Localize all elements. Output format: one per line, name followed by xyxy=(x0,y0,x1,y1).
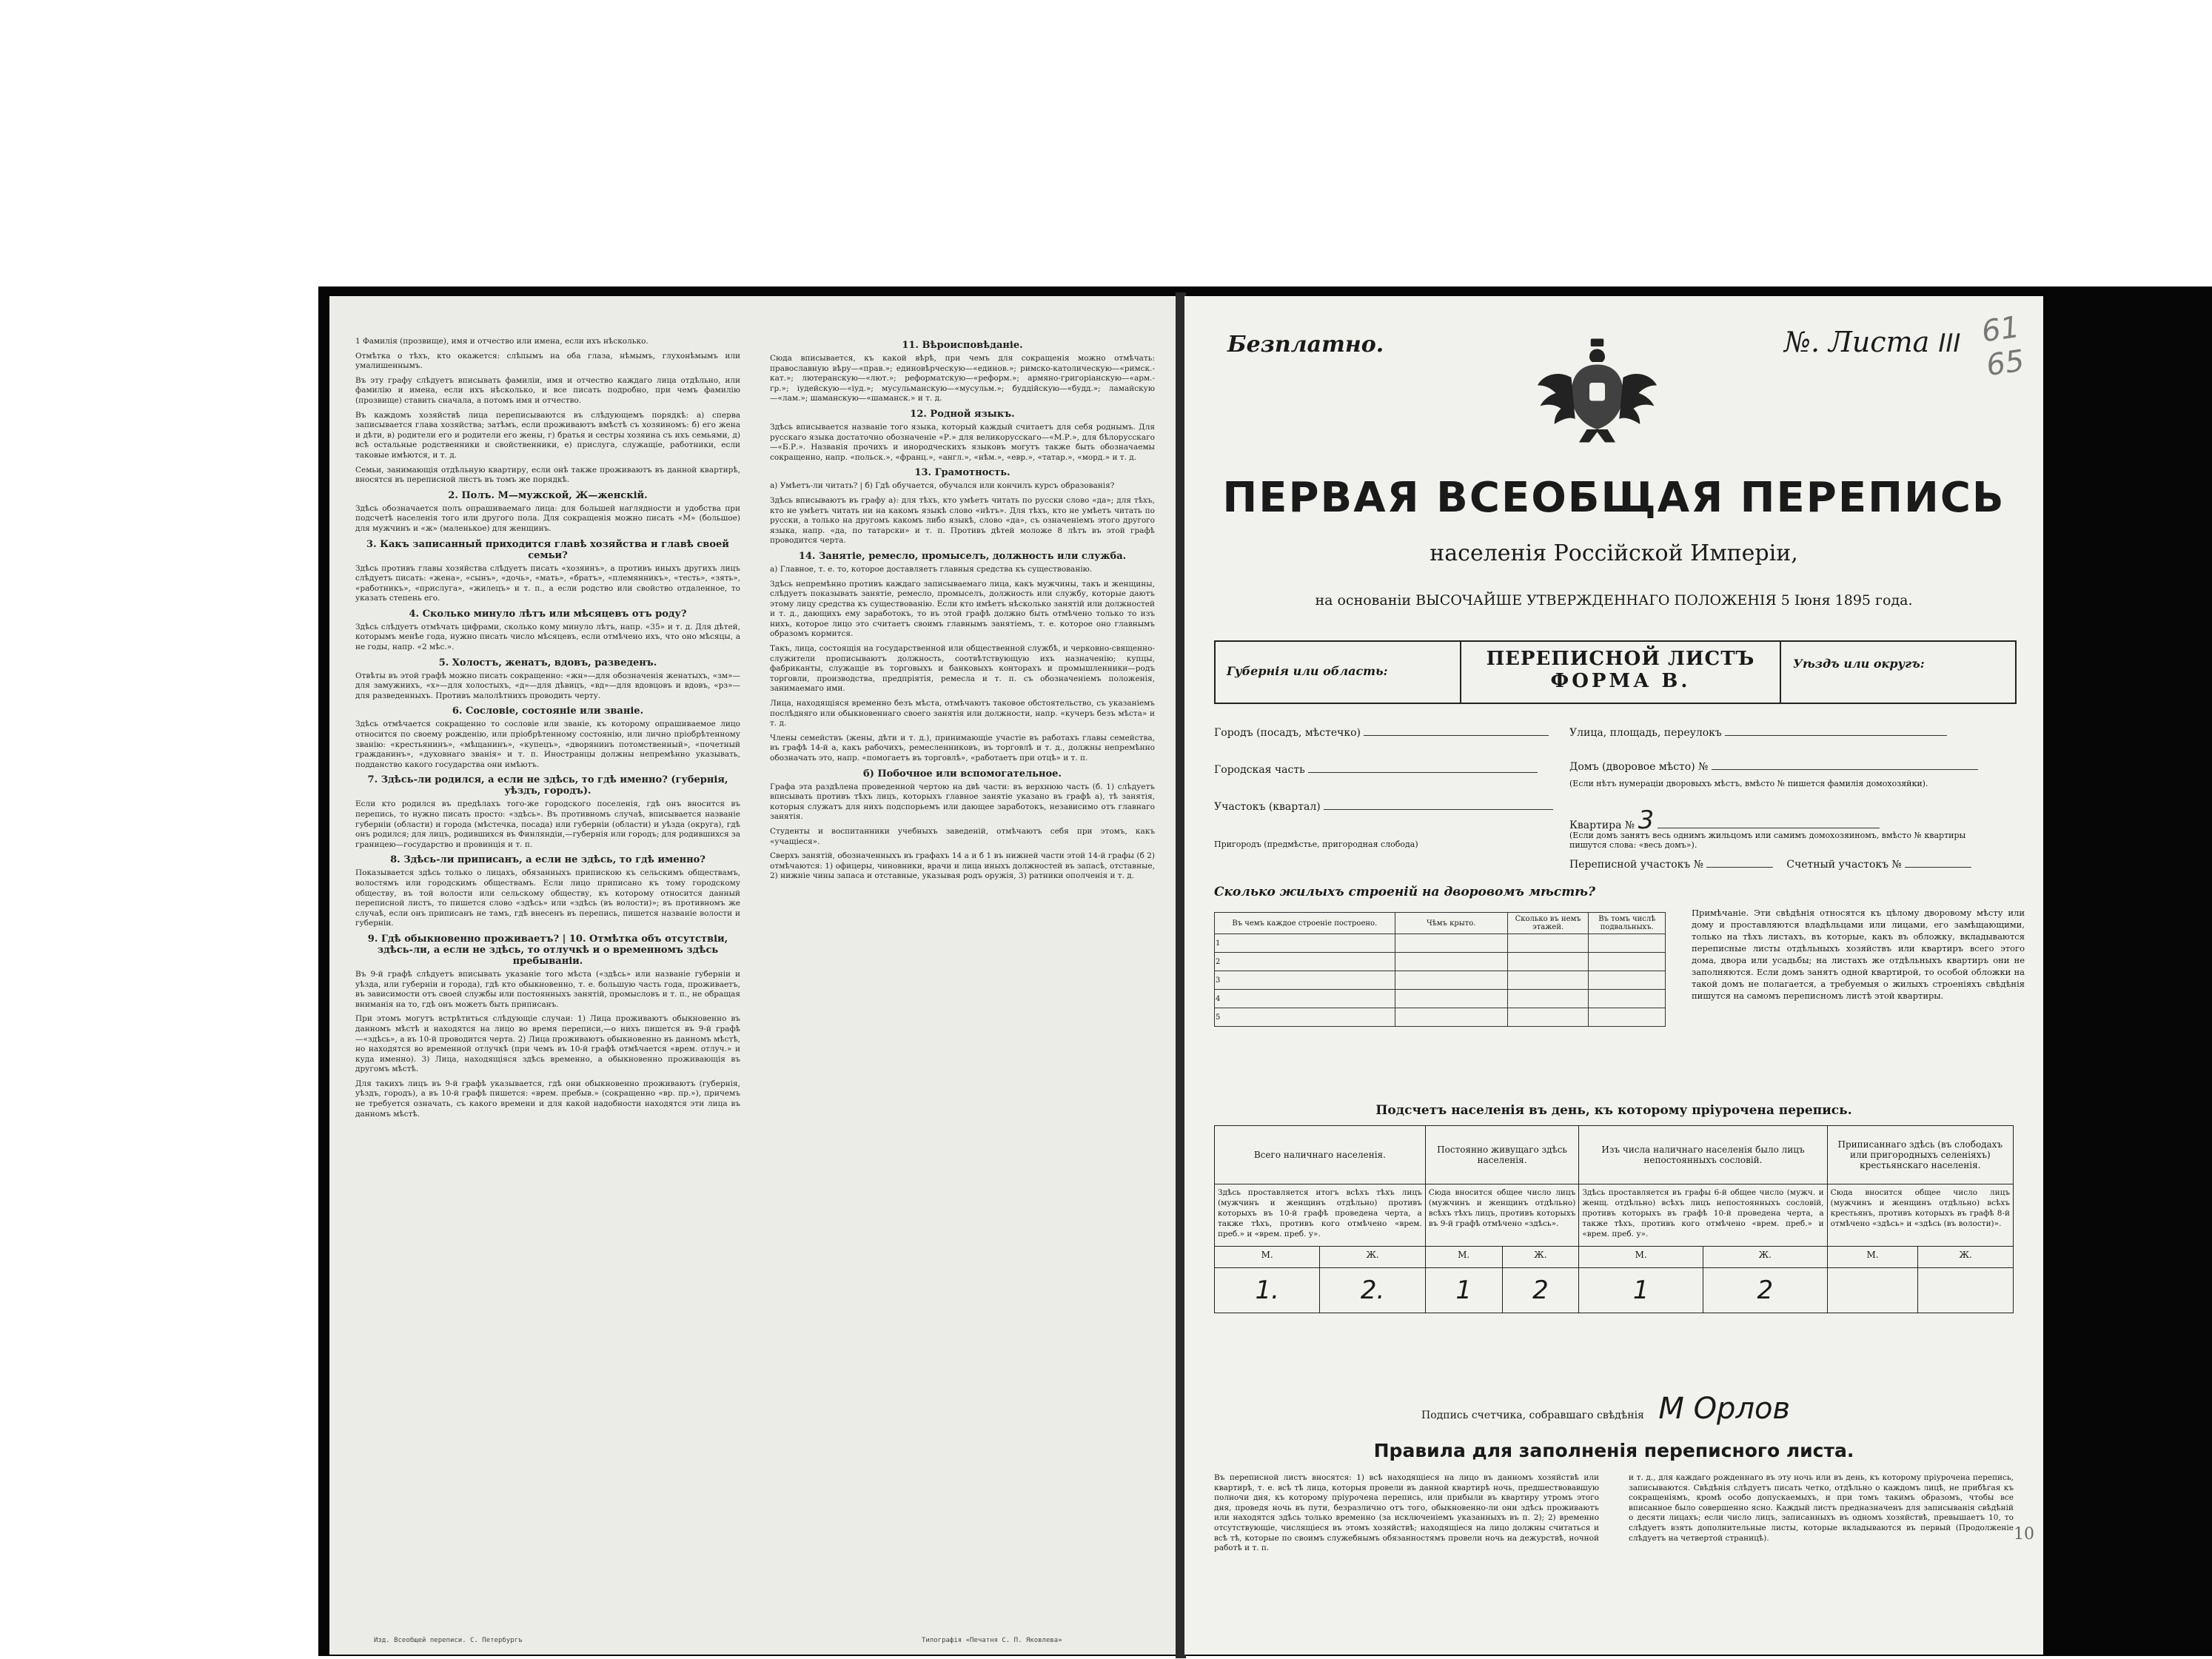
census-district-field: Переписной участокъ № Счетный участокъ № xyxy=(1569,859,1971,871)
table-row: 1 xyxy=(1215,934,1666,953)
count-col-nonpermanent: Изъ числа наличнаго населенія было лицъ непостоянныхъ сословій. xyxy=(1579,1126,1827,1184)
section-heading: 14. Занятіе, ремесло, промыселъ, должность или служба. xyxy=(798,550,1127,562)
section-heading: 13. Грамотность. xyxy=(914,467,1011,479)
count-value: 2 xyxy=(1703,1268,1827,1313)
table-row: 4 xyxy=(1215,990,1666,1008)
sheet-number-label: №. Листа xyxy=(1784,326,1930,358)
section-heading: 5. Холостъ, женатъ, вдовъ, разведенъ. xyxy=(438,657,657,668)
sheet-number xyxy=(1784,326,1960,358)
enumerator-signature xyxy=(1421,1392,1790,1426)
paragraph: Если кто родился въ предѣлахъ того-же городского поселенія, гдѣ онъ вносится въ перепись, то нужно писать просто: «здѣсь». Въ противномъ случаѣ, вписывается названіе губерніи (области) и города (мѣстечка, посада) или губерніи (области) и уѣзда (округа), гдѣ онъ родился; для лицъ, родившихся въ Финляндіи,—губернія или городъ; для родившихся за границею—государство и провинція и т. п. xyxy=(355,800,740,849)
sheet-number-value: III xyxy=(1938,329,1961,358)
count-col-present: Всего наличнаго населенія. xyxy=(1215,1126,1426,1184)
form-header-box xyxy=(1214,640,2017,704)
form-letter: ФОРМА В. xyxy=(1550,670,1691,692)
form-name: ПЕРЕПИСНОЙ ЛИСТЪ xyxy=(1486,648,1755,670)
left-column-1 xyxy=(355,337,740,1595)
section-heading: 9. Гдѣ обыкновенно проживаетъ? | 10. Отмѣтка объ отсутствіи, здѣсь-ли, а если не здѣсь, то отлучкѣ и о временномъ здѣсь пребываніи. xyxy=(367,933,728,967)
paragraph: Члены семействъ (жены, дѣти и т. д.), принимающіе участіе въ работахъ главы семейства, въ графѣ 14-й а, какъ рабочихъ, ремесленниковъ, въ торговлѣ и т. д., должны непремѣнно обозначать это, напр. «помогаетъ въ торговлѣ», «работаетъ при отцѣ» и т. п. xyxy=(770,733,1155,763)
paragraph: Сверхъ занятій, обозначенныхъ въ графахъ 14 а и б 1 въ нижней части этой 14-й графы (б 2) отмѣчаются: 1) офицеры, чиновники, врачи и лица иныхъ должностей въ запасѣ, отставные, 2) нижніе чины запаса и отставные, указывая родъ оружія, 3) ратники ополченія и т. д. xyxy=(770,851,1155,881)
district-field: Участокъ (квартал) xyxy=(1214,801,1553,813)
rules-title: Правила для заполненія переписного листа. xyxy=(1373,1440,1854,1461)
section-heading: 2. Полъ. М—мужской, Ж—женскій. xyxy=(448,489,648,501)
imperial-eagle-emblem xyxy=(1532,326,1662,455)
paragraph: Въ каждомъ хозяйствѣ лица переписываются въ слѣдующемъ порядкѣ: а) сперва записывается глава хозяйства; затѣмъ, если проживаютъ вмѣстѣ съ хозяиномъ: б) его жена и дѣти, в) родители его и родители его жены, г) братья и сестры хозяина съ ихъ семьями, д) всѣ остальные родственники и свойственники, е) прислуга, служащіе, работники, если таковые имѣются, и т. д. xyxy=(355,410,740,460)
count-col-peasant: Приписаннаго здѣсь (въ слободахъ или пригородныхъ селеніяхъ) крестьянскаго населенія. xyxy=(1827,1126,2013,1184)
count-value: 2. xyxy=(1320,1268,1425,1313)
paragraph: При этомъ могутъ встрѣтиться слѣдующіе случаи: 1) Лица проживаютъ обыкновенно въ данномъ мѣстѣ и находятся на лицо во время переписи,—о нихъ пишется въ 9-й графѣ—«здѣсь», а въ 10-й проводится черта. 2) Лица проживаютъ обыкновенно въ данномъ мѣстѣ, но находятся во временной отлучкѣ (при чемъ въ 10-й графѣ отмѣчается «врем. отлуч.» и куда именно). 3) Лица, находящіяся здѣсь временно, а обыкновенно проживающія въ другомъ мѣстѣ. xyxy=(355,1014,740,1074)
paragraph: Отмѣтка о тѣхъ, кто окажется: слѣпымъ на оба глаза, нѣмымъ, глухонѣмымъ или умалишеннымъ. xyxy=(355,351,740,371)
section-heading: 4. Сколько минуло лѣтъ или мѣсяцевъ отъ роду? xyxy=(409,608,687,620)
legal-basis-line: на основаніи ВЫСОЧАЙШЕ УТВЕРЖДЕННАГО ПОЛОЖЕНІЯ 5 Іюня 1895 года. xyxy=(1315,592,1913,609)
count-value xyxy=(1827,1268,1918,1313)
section-heading: 7. Здѣсь-ли родился, а если не здѣсь, то гдѣ именно? (губернія, уѣздъ, городъ). xyxy=(367,774,728,797)
buildings-col-roof: Чѣмъ крыто. xyxy=(1395,913,1507,934)
paragraph: Здѣсь вписываютъ въ графу а): для тѣхъ, кто умѣетъ читать по русски слово «да»; для тѣхъ, кто не умѣетъ читать ни на какомъ языкѣ слово «нѣтъ». Для тѣхъ, кто не умѣетъ читать по русски, а только на другомъ какомъ либо языкѣ, слово «да», съ означеніемъ этого другого языка, напр. «да, по татарски» и т. п. Противъ дѣтей моложе 8 лѣтъ въ этой графѣ проводится черта. xyxy=(770,495,1155,546)
count-value: 2 xyxy=(1502,1268,1579,1313)
suburb-field: Пригородъ (предмѣстье, пригородная слобода) xyxy=(1214,839,1418,849)
paragraph: Здѣсь противъ главы хозяйства слѣдуетъ писать «хозяинъ», а противъ иныхъ другихъ лицъ слѣдуетъ писать: «жена», «сынъ», «дочь», «мать», «братъ», «племянникъ», «тесть», «зять», «работникъ», «прислуга», «жилецъ» и т. п., а если родство или свойство отдаленное, то указать степень его. xyxy=(355,563,740,603)
paragraph: Студенты и воспитанники учебныхъ заведеній, отмѣчаютъ себя при этомъ, какъ «учащіеся». xyxy=(770,826,1155,846)
paragraph: Показывается здѣсь только о лицахъ, обязанныхъ припискою къ сельскимъ обществамъ, волостямъ или городскимъ обществамъ. Если лицо приписано къ тому городскому обществу, въ той волости или сельскому обществу, къ которому относится данный переписной листъ, то пишется слово «здѣсь» или «здѣсь (въ волости)»; въ противномъ же случаѣ, если онъ приписанъ не тамъ, гдѣ внесенъ въ перепись, пишется названіе волости и губерніи. xyxy=(355,868,740,928)
street-field: Улица, площадь, переулокъ xyxy=(1569,727,1947,739)
count-value: 1 xyxy=(1579,1268,1703,1313)
signature-label: Подпись счетчика, собравшаго свѣдѣнія xyxy=(1421,1410,1644,1421)
paragraph: Такъ, лица, состоящія на государственной или общественной службѣ, и черковно-священно-служители прописываютъ должность, соотвѣтствующую ихъ назначенію; купцы, фабриканты, служащіе въ торговыхъ и банковыхъ конторахъ и промышленники—родъ торговли, производства, предпріятія, ремесла и т. п. съ обозначеніемъ положенія, занимаемаго ими. xyxy=(770,644,1155,694)
section-heading: б) Побочное или вспомогательное. xyxy=(863,768,1062,780)
left-footer-imprint: Изд. Всеобщей переписи. С. Петербургъ xyxy=(374,1637,523,1644)
paragraph: Въ эту графу слѣдуетъ вписывать фамиліи, имя и отчество каждаго лица отдѣльно, или фамилію и имена, если ихъ нѣсколько, и все писать подробно, при чемъ фамилію (прозвище) ставить сначала, а потомъ имя и отчество. xyxy=(355,375,740,405)
left-page xyxy=(329,296,1177,1655)
population-count-title: Подсчетъ населенія въ день, къ которому пріурочена перепись. xyxy=(1375,1103,1852,1118)
buildings-col-basement: Въ томъ числѣ подвальныхъ. xyxy=(1589,913,1666,934)
buildings-col-material: Въ чемъ каждое строеніе построено. xyxy=(1215,913,1395,934)
apartment-number: 3 xyxy=(1638,805,1655,835)
count-col-permanent: Постоянно живущаго здѣсь населенія. xyxy=(1425,1126,1579,1184)
house-note: (Если нѣтъ нумераціи дворовыхъ мѣстъ, вмѣсто № пишется фамилія домохозяйки). xyxy=(1569,779,1928,788)
count-value: 1 xyxy=(1425,1268,1502,1313)
section-heading: 8. Здѣсь-ли приписанъ, а если не здѣсь, то гдѣ именно? xyxy=(390,854,706,866)
paragraph: Здѣсь обозначается полъ опрашиваемаго лица: для большей наглядности и удобства при подсчетѣ населенія того или другого пола. Для сокращенія можно писать «М» (большое) для мужчинъ и «ж» (маленькое) для женщинъ. xyxy=(355,503,740,533)
paragraph: а) Главное, т. е. то, которое доставляетъ главныя средства къ существованію. xyxy=(770,564,1093,574)
section-heading: 11. Вѣроисповѣданіе. xyxy=(902,340,1023,351)
handwritten-archive-number: 61 65 xyxy=(1979,309,2027,383)
left-column-2 xyxy=(770,337,1155,1595)
paragraph: Для такихъ лицъ въ 9-й графѣ указывается, гдѣ они обыкновенно проживаютъ (губернія, уѣздъ, городъ), а въ 10-й графѣ пишется: «врем. пребыв.» (сокращенно «вр. пр.»), причемъ не требуется означать, съ какого времени и для какой надобности находятся эти лица въ данномъ мѣстѣ. xyxy=(355,1079,740,1119)
population-count-table: Всего наличнаго населенія. Постоянно живущаго здѣсь населенія. Изъ числа наличнаго населенія было лицъ непостоянныхъ сословій. Приписаннаго здѣсь (въ слободахъ или пригородныхъ селеніяхъ) крестьянскаго населенія. Здѣсь проставляется итогъ всѣхъ тѣхъ лицъ (мужчинъ и женщинъ отдѣльно) противъ которыхъ въ 10-й графѣ проведена черта, а также тѣхъ, противъ кого отмѣчено «врем. преб.» и «врем. преб. у». Сюда вносится общее число лицъ (мужчинъ и женщинъ отдѣльно) всѣхъ тѣхъ лицъ, противъ которыхъ въ 9-й графѣ отмѣчено «здѣсь». Здѣсь проставляется въ графы 6-й общее число (мужч. и женщ. отдѣльно) всѣхъ лицъ непостоянныхъ сословій, противъ которыхъ въ графѣ 10-й проведена черта, а также тѣхъ, противъ кого отмѣчено «врем. преб.» и «врем. преб. у». Сюда вносится общее число лицъ (мужчинъ и женщинъ отдѣльно) всѣхъ крестьянъ, противъ которыхъ въ графѣ 8-й отмѣчено «здѣсь» и «здѣсь (въ волости)». М. Ж. М. Ж. М. Ж. М. Ж. 1. 2. 1 2 1 2 xyxy=(1214,1125,2014,1313)
city-part-field: Городская часть xyxy=(1214,764,1538,776)
count-district-label: Счетный участокъ № xyxy=(1786,859,1902,871)
rules-column-2: и т. д., для каждаго рожденнаго въ эту ночь или въ день, къ которому пріурочена перепись, записываются. Свѣдѣнія слѣдуетъ писать четко, отдѣльно о каждомъ лицѣ, не прибѣгая къ сокращеніямъ, кромѣ особо допускаемыхъ, и при томъ такимъ образомъ, чтобы все вписанное было совершенно ясно. Каждый листъ предназначенъ для записыванія свѣдѣній о десяти лицахъ; если число лицъ, записанныхъ въ одномъ хозяйствѣ, превышаетъ 10, то слѣдуетъ взять дополнительные листы, которые вкладываются въ первый (Продолженіе слѣдуетъ на четвертой страницѣ). xyxy=(1629,1473,2014,1543)
section-heading: 12. Родной языкъ. xyxy=(910,408,1015,420)
paragraph: Лица, находящіяся временно безъ мѣста, отмѣчаютъ таковое обстоятельство, съ указаніемъ послѣдняго или обыкновеннаго своего занятія или должности, напр. «кучеръ безъ мѣста» и т. д. xyxy=(770,699,1155,728)
paragraph: Въ 9-й графѣ слѣдуетъ вписывать указаніе того мѣста («здѣсь» или названіе губерніи и уѣзда, или губерніи и города), гдѣ кто обыкновенно, т. е. большую часть года, проживаетъ, въ зависимости отъ своей службы или постоянныхъ занятій, промысловъ и т. п., не обращая вниманія на то, гдѣ онъ можетъ быть приписанъ. xyxy=(355,969,740,1009)
paragraph: Здѣсь отмѣчается сокращенно то сословіе или званіе, къ которому опрашиваемое лицо относится по своему рожденію, или пріобрѣтенному состоянію, или лично пріобрѣтенному званію: «крестьянинъ», «мѣщанинъ», «купецъ», «дворянинъ потомственный», «почетный гражданинъ», «духовнаго званія» и т. п. Иностранцы должны непремѣнно указывать, подданство какого государства они имѣютъ. xyxy=(355,720,740,769)
buildings-note: Примѣчаніе. Эти свѣдѣнія относятся къ цѣлому дворовому мѣсту или дому и проставляются владѣльцами или лицами, его замѣщающими, только на тѣхъ листахъ, въ которые, какъ въ обложку, вкладываются переписные листы отдѣльныхъ хозяйствъ или квартиръ всего этого дома, двора или усадьбы; на листахъ же отдѣльныхъ квартиръ они не заполняются. Если домъ занятъ одной квартирой, то особой обложки на такой домъ не полагается, а требуемыя о жилыхъ строеніяхъ свѣдѣнія пишутся на самомъ переписномъ листѣ этой квартиры. xyxy=(1692,908,2025,1001)
paragraph: Отвѣты въ этой графѣ можно писать сокращенно: «жн»—для обозначенія женатыхъ, «зм»—для замужнихъ, «х»—для холостыхъ, «д»—для дѣвицъ, «вд»—для вдовцовъ и вдовъ, «рз»—для разведенныхъ. Противъ малолѣтнихъ проводить черту. xyxy=(355,671,740,700)
uezd-label: Уѣздъ или округъ: xyxy=(1793,657,1925,671)
buildings-table xyxy=(1214,912,1666,1027)
city-field: Городъ (посадъ, мѣстечко) xyxy=(1214,727,1549,739)
apartment-field: Квартира № 3 xyxy=(1569,805,1880,835)
buildings-question: Сколько жилыхъ строеній на дворовомъ мѣстѣ? xyxy=(1214,885,1595,899)
apartment-note: (Если домъ занятъ весь однимъ жильцомъ или самимъ домохозяиномъ, вмѣсто № квартиры пишутся слова: «весь домъ»). xyxy=(1569,831,1966,850)
census-title: ПЕРВАЯ ВСЕОБЩАЯ ПЕРЕПИСЬ xyxy=(1222,474,2005,522)
margin-number: 10 xyxy=(2014,1525,2034,1544)
paragraph: Здѣсь непремѣнно противъ каждаго записываемаго лица, какъ мужчины, такъ и женщины, слѣдуетъ показывать занятіе, ремесло, промыселъ, должность или службу, которые даютъ этому лицу средства къ существованію. Если кто имѣетъ нѣсколько занятій или должностей и т. д., дающихъ ему заработокъ, то въ этой графѣ должно быть отмѣчено только то изъ нихъ, которое лицо это считаетъ своимъ главнымъ занятіемъ, т. е. которое оно главнымъ образомъ кормится. xyxy=(770,579,1155,639)
paragraph: Сюда вписывается, къ какой вѣрѣ, при чемъ для сокращенія можно отмѣчать: православную вѣру—«прав.»; единовѣрческую—«единов.»; римско-католическую—«римск.-кат.»; лютеранскую—«лют.»; реформатскую—«реформ.»; армяно-григоріанскую—«арм.-гр.»; іудейскую—«іуд.»; мусульманскую—«мусульм.»; буддійскую—«будд.»; ламайскую—«лам.»; шаманскую—«шаманск.» и т. д. xyxy=(770,354,1155,403)
gubernia-label: Губернія или область: xyxy=(1227,664,1388,678)
left-footer-printer: Типографія «Печатня С. П. Яковлева» xyxy=(922,1637,1062,1644)
house-field: Домъ (дворовое мѣсто) № xyxy=(1569,761,1978,773)
handwritten-signature: М Орлов xyxy=(1658,1392,1791,1426)
section-heading: 6. Сословіе, состояніе или званіе. xyxy=(452,706,644,717)
rules-column-1: Въ переписной листъ вносятся: 1) всѣ находящіеся на лицо въ данномъ хозяйствѣ или квартирѣ, т. е. всѣ тѣ лица, которыя провели въ данной квартирѣ ночь, предшествовавшую полночи дня, къ которому пріурочена перепись, или прибыли въ квартиру утромъ этого дня, проведя ночь въ пути, безразлично отъ того, обыкновенно-ли они здѣсь проживаютъ или находятся здѣсь только временно (за исключеніемъ указанныхъ въ п. 2); 2) временно отсутствующіе, числящіеся въ этомъ хозяйствѣ; находящіеся на лицо должны считаться и всѣ тѣ, которые по своимъ служебнымъ обязанностямъ провели ночь на дежурствѣ, ночной работѣ и т. п. xyxy=(1214,1473,1599,1553)
buildings-col-floors: Сколько въ немъ этажей. xyxy=(1507,913,1589,934)
paragraph: Графа эта раздѣлена проведенной чертою на двѣ части: въ верхнюю часть (б. 1) слѣдуетъ вписывать противъ тѣхъ лицъ, которыхъ главное занятіе указано въ графѣ а), тѣ занятія, которыя служатъ для нихъ подспорьемъ или дающее заработокъ, независимо отъ главнаго занятія. xyxy=(770,782,1155,822)
table-row: 5 xyxy=(1215,1008,1666,1027)
paragraph: а) Умѣетъ-ли читать? | б) Гдѣ обучается, обучался или кончилъ курсъ образованія? xyxy=(770,481,1115,491)
paragraph: Здѣсь слѣдуетъ отмѣчать цифрами, сколько кому минуло лѣтъ, напр. «35» и т. д. Для дѣтей, которымъ менѣе года, нужно писать число мѣсяцевъ, если отмѣчено ихъ, что оно мѣсяцы, а не годы, напр. «2 мѣс.». xyxy=(355,622,740,652)
free-label: Безплатно. xyxy=(1227,332,1384,358)
count-value: 1. xyxy=(1215,1268,1320,1313)
right-page xyxy=(1184,296,2043,1655)
paragraph: Здѣсь вписывается названіе того языка, который каждый считаетъ для себя роднымъ. Для русскаго языка достаточно обозначеніе «Р.» для великорусскаго—«М.Р.», для бѣлорусскаго—«Б.Р.». Названія прочихъ и инородческихъ языковъ могутъ также быть обозначаемы сокращенно, напр. «польск.», «франц.», «англ.», «нѣм.», «евр.», «татар.», «морд.» и т. д. xyxy=(770,422,1155,462)
census-subtitle: населенія Россійской Имперіи, xyxy=(1430,540,1798,566)
paragraph: 1 Фамилія (прозвище), имя и отчество или имена, если ихъ нѣсколько. xyxy=(355,337,648,346)
form-name-cell xyxy=(1460,642,1781,703)
table-row: 3 xyxy=(1215,971,1666,990)
section-heading: 3. Какъ записанный приходится главѣ хозяйства и главѣ своей семьи? xyxy=(366,538,729,561)
count-value xyxy=(1918,1268,2014,1313)
table-row: 2 xyxy=(1215,953,1666,971)
paragraph: Семьи, занимающія отдѣльную квартиру, если онѣ также проживаютъ въ данной квартирѣ, вносятся въ переписной листъ въ томъ же порядкѣ. xyxy=(355,465,740,485)
